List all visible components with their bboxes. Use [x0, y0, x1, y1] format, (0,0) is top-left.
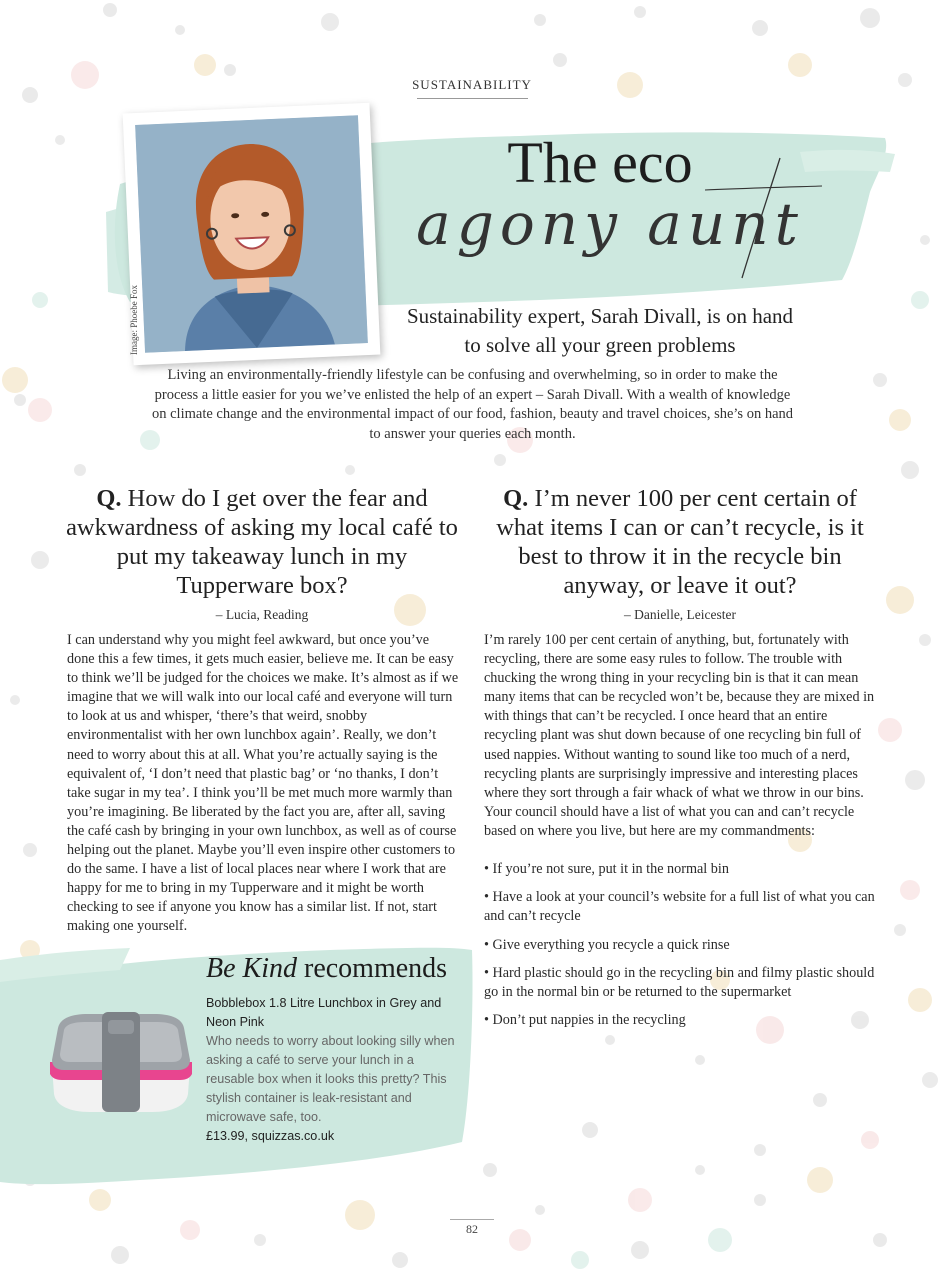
recommends-brand: Be Kind: [206, 953, 297, 984]
product-name: Bobblebox 1.8 Litre Lunchbox in Grey and Neon Pink: [206, 996, 442, 1029]
recommends-heading: [206, 953, 466, 985]
answer-2-text: I’m rarely 100 per cent certain of anything, but, fortunately with recycling, there are some easy rules to follow. The trouble with chucking the wrong thing in your recycling bin is that it can mean many items that can be recycled won’t be, because they are mixed in with things that can’t be recycled. I once heard that an entire recycling plant was shut down because of one recycling bin full of used nappies. Without wanting to sound like too much of a nerd, recycling plants are surprisingly impressive and interesting places where they sort through a fair whack of what we throw in our bins. Your council should have a list of what you can and can’t recycle based on where you live, but here are my commandments:: [484, 632, 875, 839]
intro-paragraph: Living an environmentally-friendly lifestyle can be confusing and overwhelming, so in order to make the process a little easier for you we’ve enlisted the help of an expert – Sarah Divall. With a wealth of knowledge on climate change and the environmental impact of our food, fashion, beauty and travel choices, she’s on hand to answer your queries each month.: [151, 367, 794, 442]
portrait-photo: [135, 115, 368, 353]
question-1-heading: [62, 484, 462, 600]
product-description: Who needs to worry about looking silly when asking a café to serve your lunch in a reusable box when it looks this pretty? This stylish container is leak-resistant and microwave safe, too.: [206, 1034, 455, 1124]
section-label: SUSTAINABILITY: [412, 77, 532, 92]
question-2-label: Q.: [503, 485, 529, 512]
answer-1-text: I can understand why you might feel awkward, but once you’ve done this a few times, it gets much easier, believe me. It can be easy to think we’ll be judged for the choices we make. It’s almost as if we imagine that we will walk into our local café and everyone will turn to look at us and whisper, ‘there’s that weird, snobby environmentalist with her own lunchbox again’. Really, we don’t need to worry about this at all. What you’re actually saying is the equivalent of, ‘I don’t need that plastic bag’ or ‘no thanks, I don’t take sugar in my tea’. I think you’ll be met much more warmly than you’re imagining. Be liberated by the fact you are, after all, saving the café cash by bringing in your own lunchbox, as well as of course helping out the planet. Maybe you’ll even inspire other customers to do the same. I have a list of local places near where I work that are happy for me to bring in my Tupperware and it might be worth checking to see if anyone you know has a similar list. If not, start making one yourself.: [67, 632, 459, 935]
standfirst: Sustainability expert, Sarah Divall, is on hand to solve all your green problems: [406, 304, 794, 357]
page-number-rule: [450, 1219, 494, 1220]
commandment-item: • Have a look at your council’s website for a full list of what you can and can’t recycle: [484, 889, 875, 925]
commandment-item: • Don’t put nappies in the recycling: [484, 1012, 686, 1029]
question-1-label: Q.: [96, 485, 122, 512]
page-title-line2: agony aunt: [416, 190, 804, 258]
portrait-photo-frame: [123, 103, 381, 366]
commandment-item: • If you’re not sure, put it in the normal bin: [484, 861, 729, 877]
photo-credit: Image: Phoebe Fox: [129, 285, 139, 355]
question-2-text: I’m never 100 per cent certain of what items I can or can’t recycle, is it best to throw it in the recycle bin anyway, or leave it out?: [496, 485, 864, 599]
question-2-signature: – Danielle, Leicester: [623, 607, 737, 622]
question-1-text: How do I get over the fear and awkwardness of asking my local café to put my takeaway lunch in my Tupperware box?: [66, 485, 458, 599]
title-flourish: [700, 150, 830, 290]
question-2-heading: [480, 484, 880, 600]
lunchbox-image: [40, 1008, 200, 1118]
page-number: 82: [466, 1222, 478, 1236]
commandments-list: [484, 860, 876, 1039]
recommends-body: [206, 994, 456, 1146]
page-title-line1: The eco: [507, 130, 693, 195]
section-underline: [417, 98, 528, 99]
recommends-word: recommends: [304, 953, 448, 984]
question-1-signature: – Lucia, Reading: [215, 607, 309, 622]
commandment-item: • Give everything you recycle a quick rinse: [484, 936, 730, 953]
product-price: £13.99, squizzas.co.uk: [206, 1129, 335, 1143]
commandment-item: • Hard plastic should go in the recycling bin and filmy plastic should go in the normal bin or be returned to the supermarket: [484, 964, 875, 1001]
